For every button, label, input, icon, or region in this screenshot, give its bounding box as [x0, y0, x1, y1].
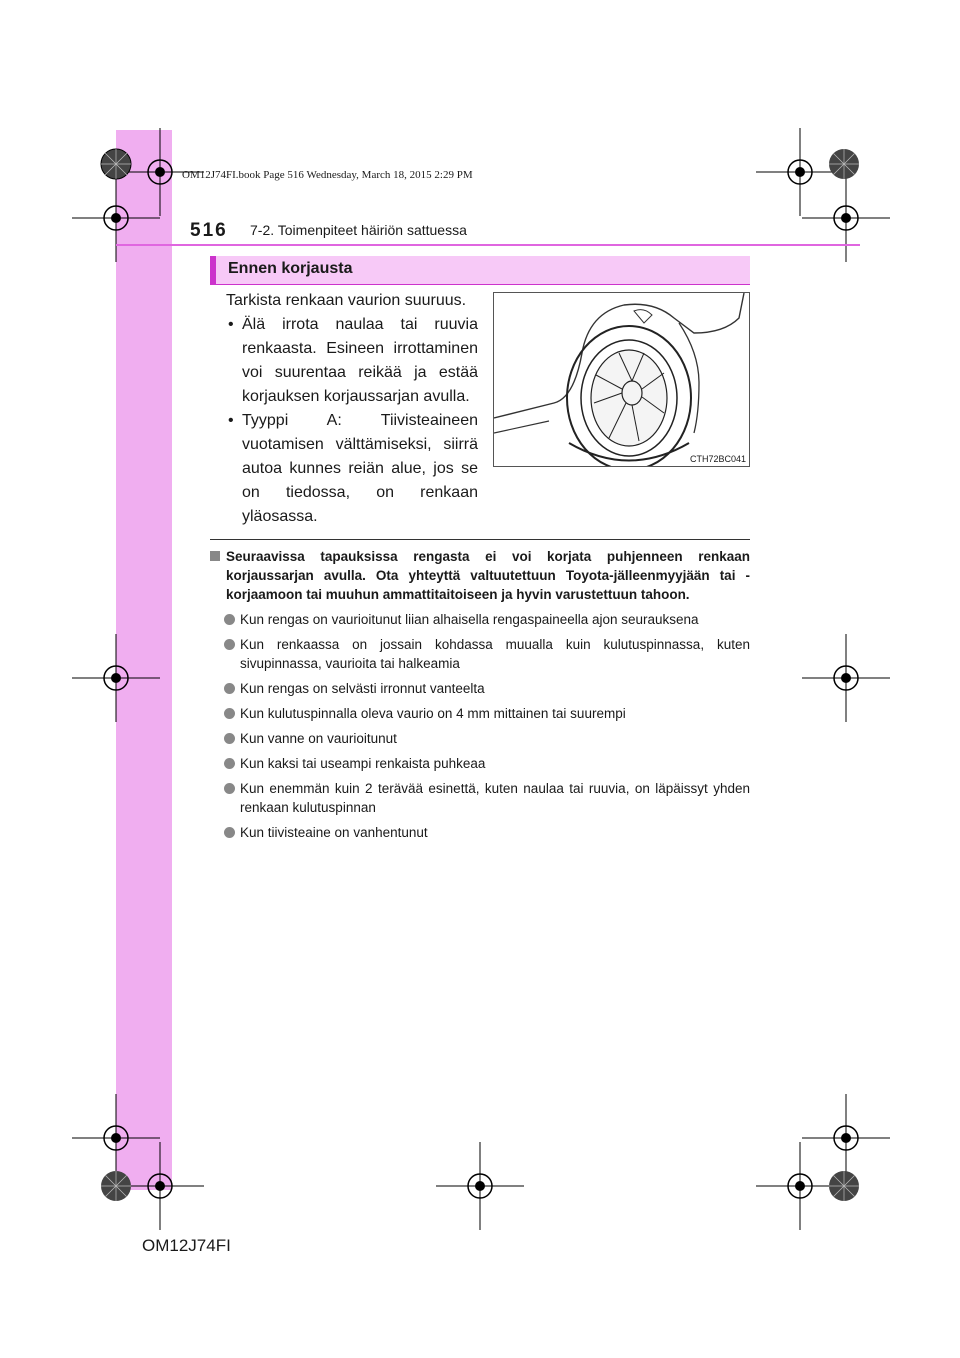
condition-item — [210, 679, 750, 698]
starburst-mark — [100, 148, 132, 180]
page-number: 516 — [190, 220, 228, 241]
section-divider — [210, 539, 750, 540]
circle-bullet-icon — [224, 758, 235, 769]
notice-heading-text: Seuraavissa tapauksissa rengasta ei voi korjata puhjenneen renkaan korjaussarjan avulla. Ota yhteyttä valtuutettuun Toyota-jälleenmyyjään tai -korjaamoon tai muuhun ammattitaitoiseen ja hyvin varustettuun tahoon. — [226, 549, 750, 602]
circle-bullet-icon — [224, 614, 235, 625]
condition-item — [210, 729, 750, 748]
condition-text: Kun kulutuspinnalla oleva vaurio on 4 mm mittainen tai suurempi — [240, 706, 626, 721]
condition-item — [210, 823, 750, 842]
registration-mark — [802, 634, 890, 722]
notice-heading — [210, 547, 750, 604]
registration-mark — [436, 1142, 524, 1230]
circle-bullet-icon — [224, 708, 235, 719]
footer-manual-code: OM12J74FI — [142, 1236, 231, 1255]
condition-text: Kun rengas on selvästi irronnut vanteelta — [240, 681, 485, 696]
condition-text: Kun rengas on vaurioitunut liian alhaisella rengaspaineella ajon seurauksena — [240, 612, 699, 627]
intro-bullet: • Älä irrota naulaa tai ruuvia renkaasta. Esineen irrottaminen voi suurentaa reikää ja estää korjauksen korjaussarjan avulla. — [226, 313, 478, 409]
circle-bullet-icon — [224, 783, 235, 794]
circle-bullet-icon — [224, 639, 235, 650]
repair-limitations-notice — [210, 547, 750, 848]
square-bullet-icon — [210, 551, 220, 561]
figure-code: CTH72BC041 — [689, 454, 746, 464]
flat-tire-drawing — [494, 293, 749, 466]
section-title: 7-2. Toimenpiteet häiriön sattuessa — [250, 222, 467, 238]
condition-item — [210, 779, 750, 817]
registration-mark — [72, 634, 160, 722]
circle-bullet-icon — [224, 683, 235, 694]
intro-block — [226, 289, 478, 529]
condition-item — [210, 635, 750, 673]
section-heading: Ennen korjausta — [228, 260, 353, 277]
tire-illustration — [493, 292, 750, 467]
heading-underline — [210, 284, 750, 285]
condition-text: Kun kaksi tai useampi renkaista puhkeaa — [240, 756, 486, 771]
condition-list — [210, 610, 750, 842]
condition-item — [210, 754, 750, 773]
starburst-mark — [828, 1170, 860, 1202]
condition-item — [210, 610, 750, 629]
starburst-mark — [100, 1170, 132, 1202]
circle-bullet-icon — [224, 827, 235, 838]
condition-item — [210, 704, 750, 723]
condition-text: Kun tiivisteaine on vanhentunut — [240, 825, 428, 840]
circle-bullet-icon — [224, 733, 235, 744]
condition-text: Kun enemmän kuin 2 terävää esinettä, kuten naulaa tai ruuvia, on läpäissyt yhden renkaan kulutuspinnan — [240, 781, 750, 815]
intro-bullet-list — [226, 313, 478, 529]
condition-text: Kun renkaassa on jossain kohdassa muualla kuin kulutuspinnassa, kuten sivupinnassa, vaurioita tai halkeamia — [240, 637, 750, 671]
intro-bullet: • Tyyppi A: Tiivisteaineen vuotamisen välttämiseksi, siirrä autoa kunnes reiän alue, jos se on tiedossa, on renkaan yläosassa. — [226, 409, 478, 529]
book-stamp: OM12J74FI.book Page 516 Wednesday, March 18, 2015 2:29 PM — [182, 169, 473, 181]
condition-text: Kun vanne on vaurioitunut — [240, 731, 397, 746]
starburst-mark — [828, 148, 860, 180]
intro-text: Tarkista renkaan vaurion suuruus. — [226, 292, 467, 309]
section-heading-bar — [210, 256, 750, 284]
header-rule — [116, 244, 860, 246]
